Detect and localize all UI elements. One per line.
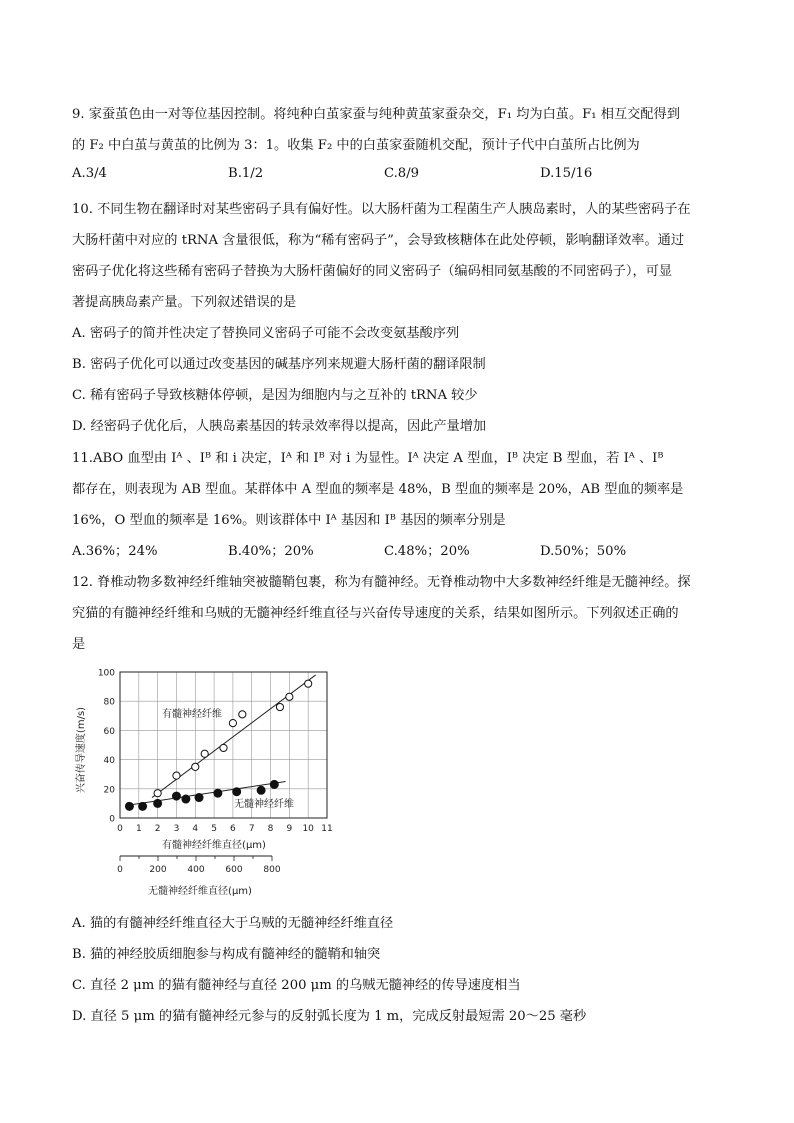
x-axis-label: 有髓神经纤维直径(μm) — [162, 840, 266, 851]
data-point-myelinated — [286, 693, 293, 700]
x-tick-label: 4 — [192, 824, 199, 834]
x2-tick-label: 0 — [117, 865, 123, 875]
x-tick-label: 2 — [154, 824, 161, 834]
x-tick-label: 0 — [117, 824, 123, 834]
x-tick-label: 10 — [302, 824, 314, 834]
q11-option-a: A.36%；24% — [72, 544, 158, 559]
q10-stem-line3: 密码子优化将这些稀有密码子替换为大肠杆菌偏好的同义密码子（编码相同氨基酸的不同密码子），可显 — [72, 264, 673, 279]
data-point-myelinated — [192, 763, 199, 770]
data-point-myelinated — [220, 744, 227, 751]
q11-stem-line3: 16%，O 型血的频率是 16%。则该群体中 Iᴬ 基因和 Iᴮ 基因的频率分别是 — [72, 513, 506, 528]
x-tick-label: 7 — [248, 824, 255, 834]
data-point-unmyelinated — [195, 794, 203, 802]
series-label-unmyelinated: 无髓神经纤维 — [234, 799, 294, 810]
q10-option-a: A. 密码子的简并性决定了替换同义密码子可能不会改变氨基酸序列 — [72, 326, 460, 341]
q11-stem-line2: 都存在，则表现为 AB 型血。某群体中 A 型血的频率是 48%，B 型血的频率是 20%，AB 型血的频率是 — [72, 482, 684, 497]
data-point-unmyelinated — [214, 789, 222, 797]
q12-stem-line3: 是 — [72, 637, 86, 652]
y-tick-label: 100 — [97, 668, 115, 679]
data-point-myelinated — [154, 790, 161, 797]
data-point-unmyelinated — [125, 802, 133, 810]
data-point-myelinated — [229, 720, 236, 727]
y-tick-label: 20 — [103, 785, 115, 796]
data-point-unmyelinated — [257, 786, 265, 794]
data-point-myelinated — [201, 750, 208, 757]
x2-tick-label: 200 — [149, 865, 167, 875]
q11-option-d: D.50%；50% — [540, 544, 627, 559]
x-tick-label: 9 — [286, 824, 293, 834]
q9-option-d: D.15/16 — [540, 166, 593, 181]
x-tick-label: 1 — [135, 824, 142, 834]
q10-option-c: C. 稀有密码子导致核糖体停顿，是因为细胞内与之互补的 tRNA 较少 — [72, 388, 478, 403]
x-tick-label: 6 — [230, 824, 236, 834]
chart-series — [125, 675, 315, 810]
x2-tick-label: 600 — [225, 865, 243, 875]
x-tick-label: 5 — [211, 824, 217, 834]
q9-option-b: B.1/2 — [228, 166, 264, 181]
data-point-unmyelinated — [172, 792, 180, 800]
q12-option-c: C. 直径 2 μm 的猫有髓神经与直径 200 μm 的乌贼无髓神经的传导速度相当 — [72, 978, 521, 993]
y-axis-label: 兴奋传导速度(m/s) — [76, 706, 87, 794]
q12-option-b: B. 猫的神经胶质细胞参与构成有髓神经的髓鞘和轴突 — [72, 947, 381, 962]
q10-stem-line4: 著提高胰岛素产量。下列叙述错误的是 — [72, 295, 297, 310]
q10-stem-line2: 大肠杆菌中对应的 tRNA 含量很低，称为“稀有密码子”，会导致核糖体在此处停顿，影响翻译效率。通过 — [72, 233, 685, 248]
data-point-myelinated — [305, 680, 312, 687]
q10-option-b: B. 密码子优化可以通过改变基因的碱基序列来规避大肠杆菌的翻译限制 — [72, 357, 486, 372]
series-label-myelinated: 有髓神经纤维 — [162, 709, 222, 720]
y-tick-label: 60 — [103, 726, 115, 737]
data-point-unmyelinated — [154, 799, 162, 807]
data-point-myelinated — [276, 703, 283, 710]
q9-stem-line1: 9. 家蚕茧色由一对等位基因控制。将纯种白茧家蚕与纯种黄茧家蚕杂交，F₁ 均为白茧。F₁ 相互交配得到 — [72, 107, 680, 122]
x2-tick-label: 400 — [187, 865, 205, 875]
q11-option-c: C.48%；20% — [384, 544, 470, 559]
y-tick-label: 0 — [109, 814, 115, 825]
q12-option-d: D. 直径 5 μm 的猫有髓神经元参与的反射弧长度为 1 m，完成反射最短需 20～25 毫秒 — [72, 1009, 587, 1024]
x-tick-label: 3 — [173, 824, 180, 834]
y-tick-label: 40 — [103, 756, 115, 767]
q12-stem-line1: 12. 脊椎动物多数神经纤维轴突被髓鞘包裹，称为有髓神经。无脊椎动物中大多数神经纤维是无髓神经。探 — [72, 575, 691, 590]
x2-axis-label: 无髓神经纤维直径(μm) — [148, 886, 252, 897]
x-tick-label: 8 — [267, 824, 274, 834]
q10-option-d: D. 经密码子优化后，人胰岛素基因的转录效率得以提高，因此产量增加 — [72, 419, 487, 434]
data-point-myelinated — [173, 772, 180, 779]
y-tick-label: 80 — [103, 697, 115, 708]
data-point-unmyelinated — [139, 802, 147, 810]
data-point-unmyelinated — [233, 788, 241, 796]
x2-tick-label: 800 — [263, 865, 281, 875]
q9-option-c: C.8/9 — [384, 166, 420, 181]
q12-stem-line2: 究猫的有髓神经纤维和乌贼的无髓神经纤维直径与兴奋传导速度的关系，结果如图所示。下列叙述正确的 — [72, 606, 679, 621]
data-point-unmyelinated — [182, 795, 190, 803]
data-point-unmyelinated — [270, 780, 278, 788]
q9-option-a: A.3/4 — [72, 166, 107, 181]
q11-stem-line1: 11.ABO 血型由 Iᴬ 、Iᴮ 和 i 决定，Iᴬ 和 Iᴮ 对 i 为显性。Iᴬ 决定 A 型血，Iᴮ 决定 B 型血，若 Iᴬ 、Iᴮ — [72, 451, 664, 466]
data-point-myelinated — [239, 711, 246, 718]
q9-stem-line2: 的 F₂ 中白茧与黄茧的比例为 3：1。收集 F₂ 中的白茧家蚕随机交配，预计子代中白茧所占比例为 — [72, 138, 640, 153]
conduction-velocity-chart — [74, 660, 344, 900]
x-tick-label: 11 — [321, 824, 333, 834]
q11-option-b: B.40%；20% — [228, 544, 314, 559]
q10-stem-line1: 10. 不同生物在翻译时对某些密码子具有偏好性。以大肠杆菌为工程菌生产人胰岛素时，人的某些密码子在 — [72, 202, 691, 217]
q12-option-a: A. 猫的有髓神经纤维直径大于乌贼的无髓神经纤维直径 — [72, 916, 394, 931]
